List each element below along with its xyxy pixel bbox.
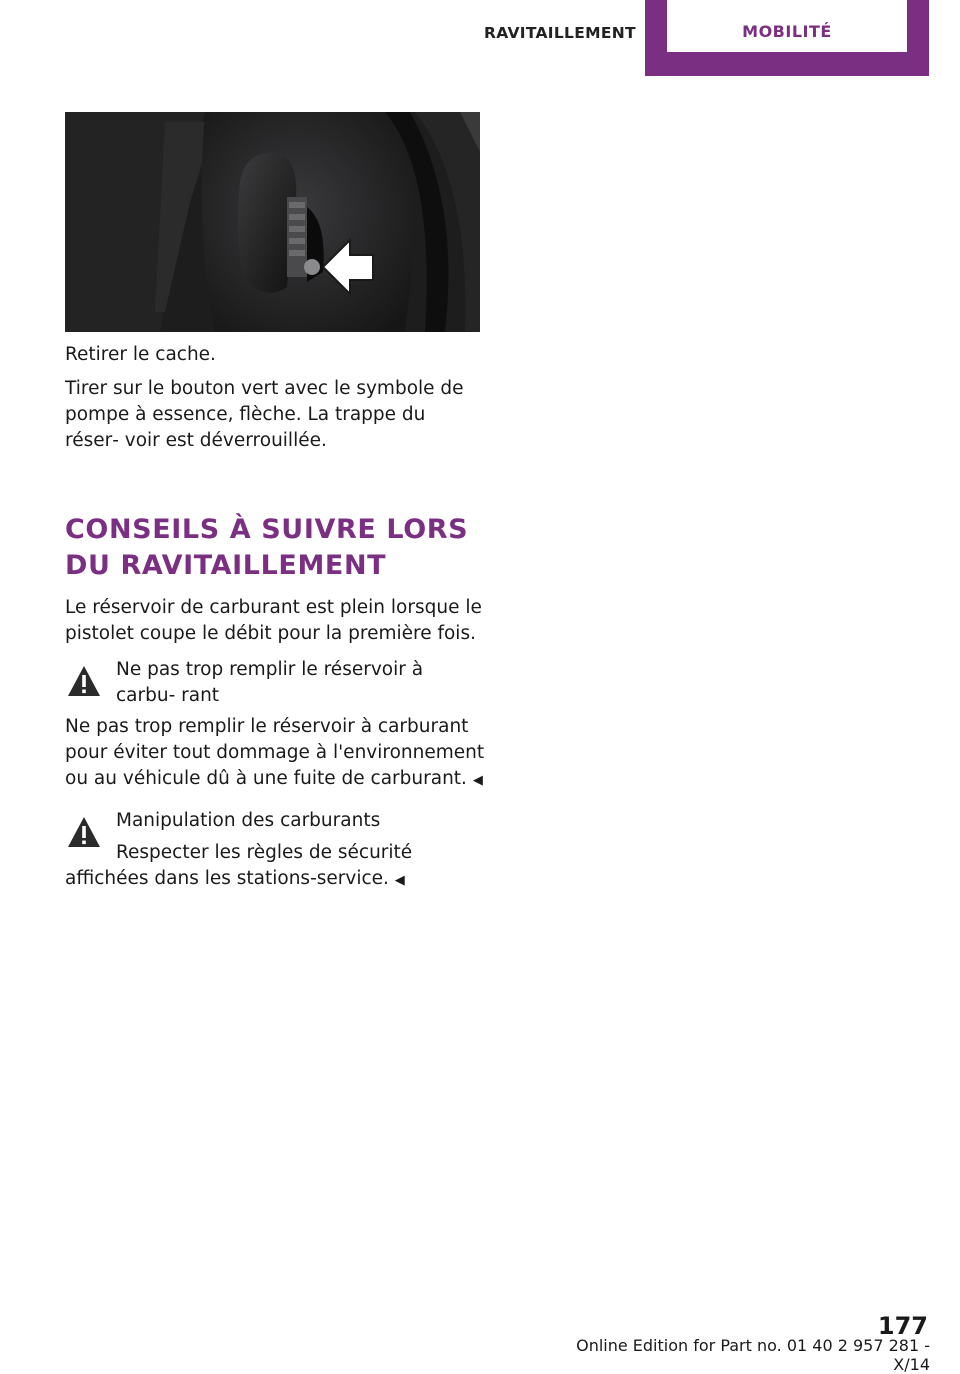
section-title: CONSEILS À SUIVRE LORS DU RAVITAILLEMENT bbox=[65, 514, 469, 581]
end-mark-icon: ◀ bbox=[472, 773, 483, 788]
photo-illustration bbox=[65, 112, 480, 332]
warning1-body bbox=[65, 714, 485, 794]
end-mark-icon: ◀ bbox=[394, 873, 405, 888]
chapter-tab bbox=[645, 0, 929, 76]
warning2-body bbox=[65, 840, 485, 894]
chapter-tab-inner bbox=[667, 0, 907, 52]
page-number: 177 bbox=[877, 1312, 928, 1340]
step-pull-button: Tirer sur le bouton vert avec le symbole de pompe à essence, flèche. La trappe du réser‐ voir est déverrouillée. bbox=[65, 378, 464, 451]
section-paragraph: Le réservoir de carburant est plein lorsque le pistolet coupe le débit pour la première fois. bbox=[65, 597, 482, 644]
step-remove-cover: Retirer le cache. bbox=[65, 344, 216, 365]
running-header-section: RAVITAILLEMENT bbox=[484, 24, 636, 42]
warning-triangle-icon bbox=[65, 662, 103, 700]
edition-footer: Online Edition for Part no. 01 40 2 957 281 - X/14 bbox=[576, 1336, 930, 1374]
warning1-text: Ne pas trop remplir le réservoir à carburant pour éviter tout dommage à l'environnement ou au véhicule dû à une fuite de carburant. bbox=[65, 716, 485, 789]
warning1-title: Ne pas trop remplir le réservoir à carbu‐ rant bbox=[116, 659, 424, 706]
warning2-text: Respecter les règles de sécurité affichées dans les stations-service. bbox=[65, 842, 413, 889]
warning2-title: Manipulation des carburants bbox=[116, 810, 381, 831]
intro-block bbox=[65, 342, 485, 454]
chapter-tab-label: MOBILITÉ bbox=[742, 22, 832, 41]
fuel-flap-release-photo bbox=[65, 112, 480, 332]
